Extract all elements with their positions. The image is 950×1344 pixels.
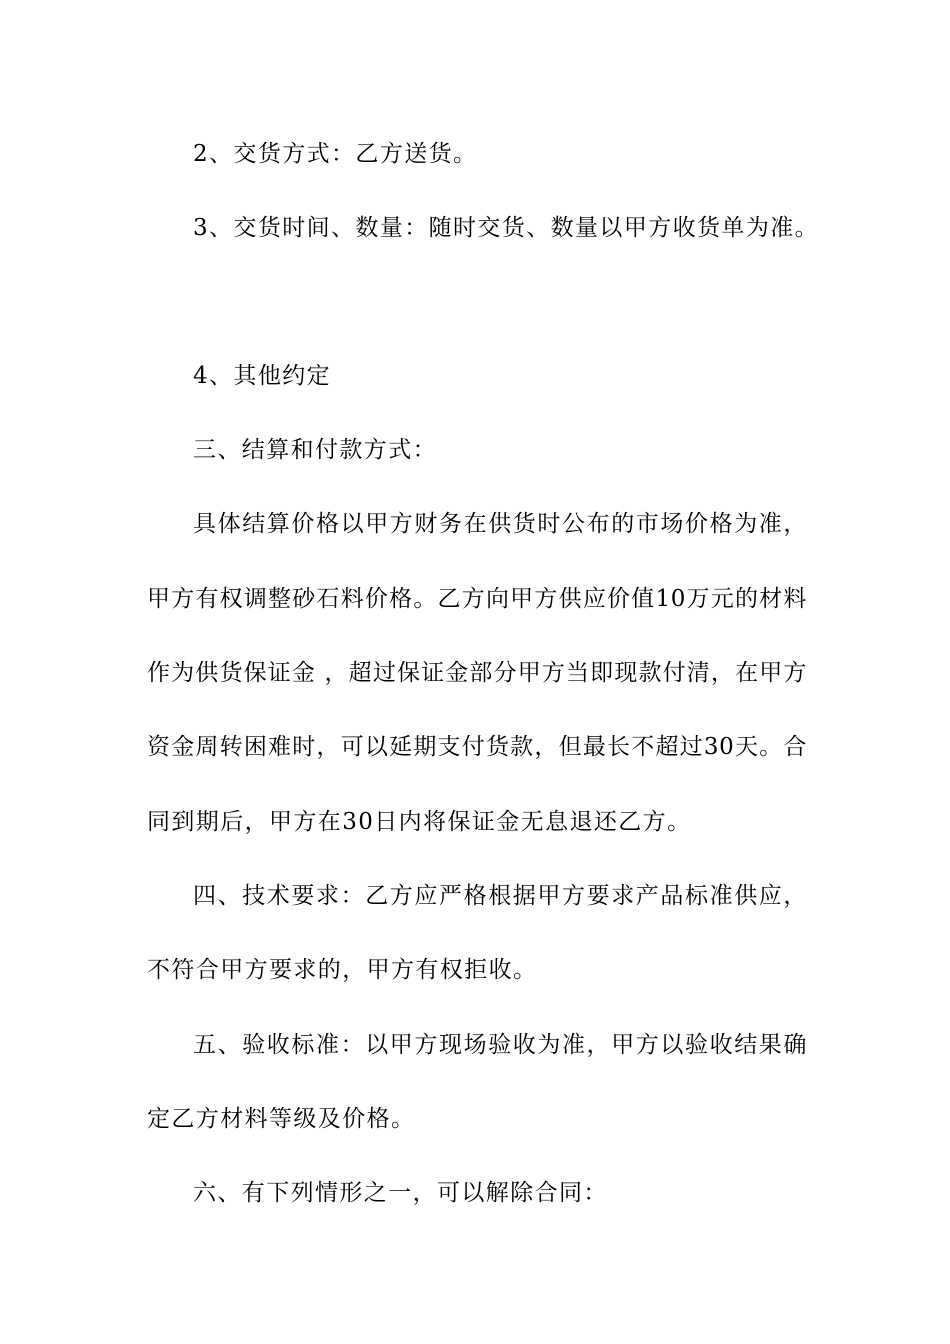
section-contract-termination: 六、有下列情形之一，可以解除合同： bbox=[193, 1180, 608, 1206]
clause-other-agreements: 4、其他约定 bbox=[193, 363, 332, 389]
settlement-paragraph-line: 同到期后，甲方在30日内将保证金无息退还乙方。 bbox=[147, 809, 692, 835]
settlement-paragraph-line: 具体结算价格以甲方财务在供货时公布的市场价格为准， bbox=[193, 511, 807, 537]
settlement-paragraph-line: 甲方有权调整砂石料价格。乙方向甲方供应价值10万元的材料 bbox=[147, 586, 807, 612]
clause-delivery-time-quantity: 3、交货时间、数量：随时交货、数量以甲方收货单为准。 bbox=[193, 215, 820, 241]
section-acceptance-standard: 五、验收标准：以甲方现场验收为准，甲方以验收结果确 bbox=[193, 1032, 807, 1058]
acceptance-standard-line: 定乙方材料等级及价格。 bbox=[147, 1106, 416, 1132]
technical-requirements-line: 不符合甲方要求的，甲方有权拒收。 bbox=[147, 957, 538, 983]
settlement-paragraph-line: 作为供货保证金 ，超过保证金部分甲方当即现款付清，在甲方 bbox=[147, 660, 807, 686]
settlement-paragraph-line: 资金周转困难时，可以延期支付货款，但最长不超过30天。合 bbox=[147, 734, 807, 760]
section-heading-settlement: 三、结算和付款方式： bbox=[193, 437, 437, 463]
clause-delivery-method: 2、交货方式：乙方送货。 bbox=[193, 141, 478, 167]
section-technical-requirements: 四、技术要求：乙方应严格根据甲方要求产品标准供应， bbox=[193, 883, 807, 909]
